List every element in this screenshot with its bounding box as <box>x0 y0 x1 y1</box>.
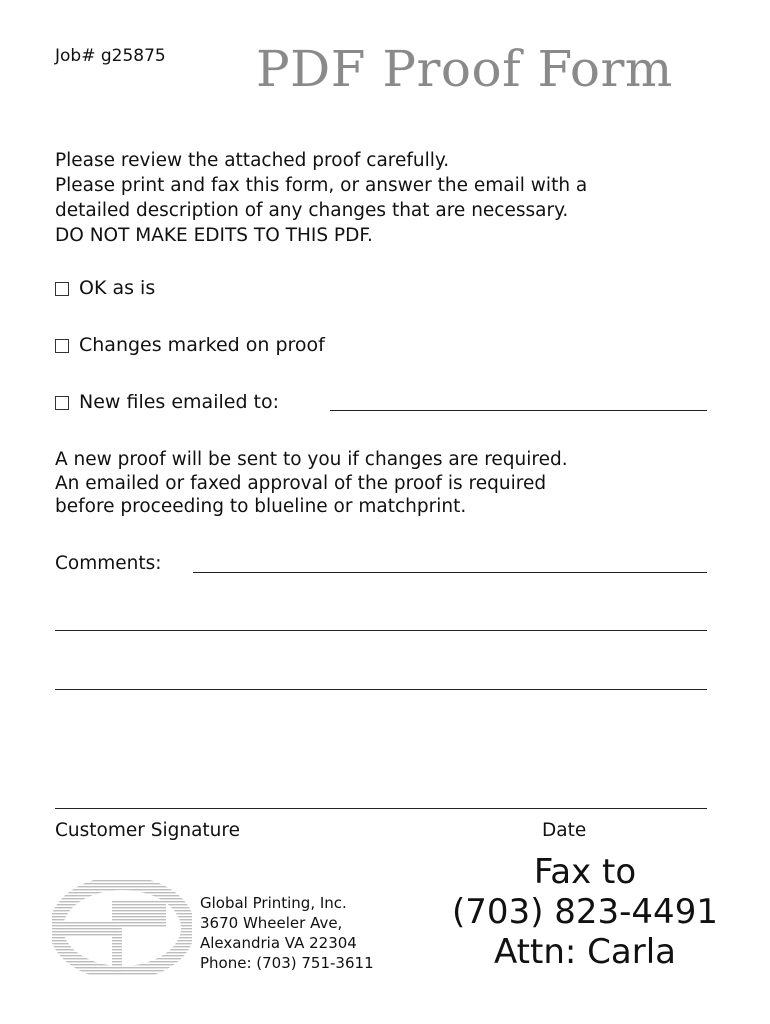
company-city: Alexandria VA 22304 <box>200 934 357 952</box>
intro-line: Please review the attached proof carefully. <box>55 150 450 171</box>
option-ok-label: OK as is <box>79 277 156 299</box>
company-name: Global Printing, Inc. <box>200 894 347 912</box>
comments-line[interactable] <box>55 689 707 690</box>
email-field-line[interactable] <box>330 410 707 411</box>
option-ok[interactable] <box>55 277 155 299</box>
notice-line: An emailed or faxed approval of the proof is required <box>55 472 547 494</box>
option-new-files[interactable] <box>55 391 279 413</box>
option-new-files-label: New files emailed to: <box>79 391 280 413</box>
company-phone: Phone: (703) 751-3611 <box>200 954 374 972</box>
form-title: PDF Proof Form <box>256 40 673 98</box>
comments-label: Comments: <box>55 553 162 574</box>
company-info <box>200 893 374 973</box>
checkbox-ok[interactable] <box>55 282 69 296</box>
option-changes[interactable] <box>55 334 325 356</box>
comments-line[interactable] <box>193 572 707 573</box>
intro-line: detailed description of any changes that are necessary. <box>55 200 569 221</box>
intro-text <box>55 148 735 248</box>
checkbox-new-files[interactable] <box>55 396 69 410</box>
notice-line: before proceeding to blueline or matchprint. <box>55 496 467 517</box>
checkbox-changes[interactable] <box>55 339 69 353</box>
job-number: Job# g25875 <box>55 46 166 66</box>
fax-block <box>420 852 750 972</box>
fax-to: Fax to <box>533 852 637 892</box>
company-logo <box>52 880 192 976</box>
date-label: Date <box>542 820 587 841</box>
notice-line: A new proof will be sent to you if changes are required. <box>55 449 568 470</box>
intro-line: DO NOT MAKE EDITS TO THIS PDF. <box>55 225 373 246</box>
fax-attn: Attn: Carla <box>494 932 676 972</box>
company-address: 3670 Wheeler Ave, <box>200 914 343 932</box>
fax-number: (703) 823-4491 <box>452 892 718 932</box>
comments-line[interactable] <box>55 630 707 631</box>
option-changes-label: Changes marked on proof <box>79 334 325 356</box>
notice-text <box>55 448 568 519</box>
intro-line: Please print and fax this form, or answer the email with a <box>55 175 588 196</box>
signature-line[interactable] <box>55 808 707 809</box>
signature-label: Customer Signature <box>55 820 240 841</box>
